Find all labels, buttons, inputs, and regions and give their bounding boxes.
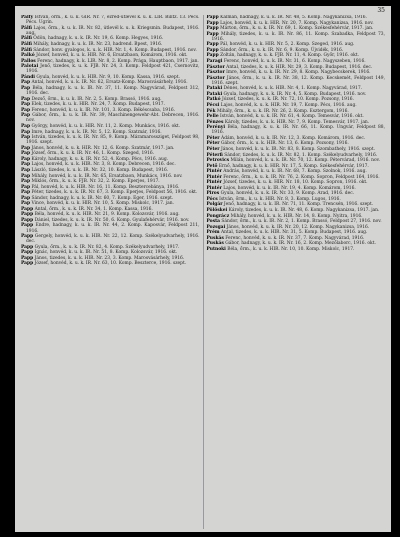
entry-headword: Pataki <box>206 86 223 92</box>
entry-text: Gyula, őrm., k. u. k. IR. Nr. 82, 4. Komp. Székelyudvarhely, 1917. <box>34 244 180 250</box>
entry-headword: Péter <box>206 146 220 152</box>
entry-headword: Pap <box>21 96 31 102</box>
entry-text: Pál, honvéd, k. u. k. HIR. Nr. 16, 11. Komp. Besztercebánya, 1916. <box>31 184 180 190</box>
entry <box>21 207 200 212</box>
entry-text: Mihály, őrm., k. u. k. IR. Nr. 26, 2. Komp. Esztergom, 1916. <box>216 108 349 114</box>
entry-headword: Papp <box>21 234 34 240</box>
entry-text: Antal, őrm., k. u. k. IR. Nr. 34, 1. Komp. Kassa, 1916. <box>34 206 153 212</box>
entry-text: Ernő, hadnagy, k. u. k. HIR. Nr. 17, 5. Komp. Székesfehérvár, 1917. <box>218 163 369 169</box>
entry <box>207 32 386 42</box>
entry-headword: Palkó <box>21 53 35 59</box>
entry-headword: Pénzes <box>206 119 224 125</box>
entry-text: János, honvéd, k. u. k. HIR. Nr. 12, 6. Komp. Szatmár, 1917. jan. <box>31 145 175 151</box>
entry <box>207 125 386 135</box>
entry-text: Gábor, hadnagy, k. u. k. IR. Nr. 16, 2. Komp. Mezőlaborc, 1916. okt. <box>225 241 376 247</box>
entry <box>21 179 200 184</box>
entry-text: Pál, honvéd, k. u. k. HIR. Nr. 5, 2. Komp. Szeged, 1916. aug. <box>220 42 355 48</box>
entry-headword: Pap <box>21 80 31 86</box>
entry <box>207 59 386 64</box>
entry-headword: Puskás <box>206 235 224 241</box>
entry-headword: Papp <box>206 26 219 32</box>
entry-text: Ferenc, honvéd, k. u. k. IR. Nr. 101, 3. Komp. Békéscsaba, 1916. <box>31 107 176 113</box>
entry-headword: Pelle <box>206 114 219 120</box>
entry-headword: Papp <box>206 42 219 48</box>
entry <box>21 196 200 201</box>
entry <box>207 180 386 185</box>
entry <box>21 250 200 255</box>
entry <box>21 86 200 96</box>
entry-headword: Pataki <box>206 91 223 97</box>
entry-text: Antal, tizedes, k. u. k. HIR. Nr. 29, 3. Komp. Budapest, 1916. dec. <box>226 64 373 70</box>
entry-text: Sándor, őrm., k. u. k. IR. Nr. 6, 9. Komp. Újvidék, 1916. <box>220 47 344 53</box>
entry <box>21 168 200 173</box>
entry-text: György, honvéd, k. u. k. HIR. Nr. 11, 2. Komp. Munkács, 1916. okt. <box>31 123 181 129</box>
entry-text: István, őrm., k. u. k. HIR. Nr. 8, 3. Komp. Lugos, 1916. <box>219 196 341 202</box>
entry <box>207 241 386 246</box>
entry-text: Elek, tizedes, k. u. k. HIR. Nr. 24, 7. Komp. Budapest, 1917. <box>31 102 165 108</box>
entry-text: István, őrm., k. u. k. GIR. Nr. 7, ezred-útlevél k. u. k. LIR. Bilitz. 13. Pécs. Pécs. Ugrin. <box>26 15 200 26</box>
entry-headword: Paragi <box>206 58 223 64</box>
entry <box>21 190 200 195</box>
entry-headword: Pap <box>21 113 31 119</box>
entry-text: Sándor, tizedes, k. u. k. IR. Nr. 82, 1. Komp. Székelyudvarhely, 1916. <box>224 152 378 158</box>
entry-text: Gergely, honvéd, k. u. k. HIR. Nr. 22, 12. Komp. Székelyudvarhely, 1916. dec. <box>26 234 200 245</box>
entry-text: Mihály, honvéd, k. u. k. IR. Nr. 65, Ersatzbaon, Munkács, 1916. nov. <box>31 173 183 179</box>
entry-text: Ignác, honvéd, k. u. k. IR. Nr. 51, 8. Komp. Kolozsvár, 1916. okt. <box>34 250 178 256</box>
entry-text: Péter, tizedes, k. u. k. IR. Nr. 67, 3. Komp. Eperjes, Feldpost 56, 1916. okt. <box>31 190 198 196</box>
entry <box>207 169 386 174</box>
entry-headword: Péter <box>206 141 220 147</box>
entry-headword: Pap <box>21 195 31 201</box>
entry-headword: Pap <box>21 179 31 185</box>
entry <box>207 76 386 86</box>
entry <box>207 219 386 224</box>
entry-text: József, tizedes, k. u. k. IR. Nr. 72, 10. Komp. Pozsony, 1916. <box>221 97 354 103</box>
entry-text: András, honvéd, k. u. k. IR. Nr. 68, 7. Komp. Szolnok, 1916. aug. <box>223 169 367 175</box>
entry-headword: Papp <box>21 261 34 267</box>
entry-headword: Péterfi <box>206 152 223 158</box>
entry-headword: Piros <box>206 191 220 197</box>
entry <box>207 15 386 20</box>
entry <box>21 162 200 167</box>
entry <box>207 202 386 207</box>
entry <box>21 42 200 47</box>
entry <box>21 157 200 162</box>
entry-text: Gyula, honvéd, k. u. k. IR. Nr. 33, 9. Komp. Arad, 1916. dec. <box>220 191 355 197</box>
entry-text: János, honvéd, k. u. k. IR. Nr. 20, 12. Komp. Nagykanizsa, 1916. <box>226 224 370 230</box>
entry-text: Lajos, őrm., k. u. k. IR. Nr. 82, útlevél k. u. k. Kriegsmin. Budapest, 1916. aug. <box>26 25 200 36</box>
entry-headword: Pócs <box>206 196 218 202</box>
page-number: 35 <box>377 7 385 14</box>
entry <box>207 153 386 158</box>
entry-headword: Palotai <box>21 64 39 70</box>
entry-headword: Pálfi <box>21 25 32 31</box>
entry-text: Milán, honvéd, k. u. k. IR. Nr. 70, 12. Komp. Pétervárad, 1916. nov. <box>230 158 381 164</box>
entry-headword: Pécsi <box>206 102 220 108</box>
entry-text: Béla, hadnagy, k. u. k. IR. Nr. 66, 11. Komp. Ungvár, Feldpost 88, 1916. <box>211 125 385 136</box>
entry-text: Mihály, honvéd, k. u. k. HIR. Nr. 14, 8. Komp. Nyitra, 1916. <box>230 213 363 219</box>
entry-text: Márton, őrm., k. u. k. IR. Nr. 69, 1. Komp. Székesfehérvár, 1917. jan. <box>220 26 374 32</box>
entry-text: Zoltán, hadnagy, k. u. k. FJB. Nr. 11, 4. Komp. Győr, 1916. okt. <box>220 53 359 59</box>
entry <box>207 103 386 108</box>
entry <box>21 201 200 206</box>
entry <box>207 65 386 70</box>
entry-headword: Pap <box>21 167 31 173</box>
entry-text: József, honvéd, k. u. k. IR. Nr. 63, 10. Komp. Beszterce, 1916. szept. <box>34 261 187 267</box>
entry-text: László, tizedes, k. u. k. IR. Nr. 32, 10. Komp. Budapest, 1916. <box>31 167 169 173</box>
entry <box>207 236 386 241</box>
entry-text: Gyula, honvéd, k. u. k. HIR. Nr. 9, 10. Komp. Kassa, 1916. szept. <box>36 74 180 80</box>
entry-text: István, tizedes, k. u. k. IR. Nr. 85, 9. Komp. Máramarossziget, Feldpost 98, 1916. szept. <box>26 135 200 146</box>
entry-text: Antal, tizedes, k. u. k. HIR. Nr. 31, 5. Komp. Budapest, 1916. aug. <box>220 230 368 236</box>
entry <box>21 59 200 64</box>
entry <box>21 146 200 151</box>
entry-headword: Papp <box>21 217 34 223</box>
entry-headword: Papp <box>21 255 34 261</box>
entry-headword: Papp <box>206 53 219 59</box>
entry-headword: Pintér <box>206 169 222 175</box>
entry-headword: Pap <box>21 85 31 91</box>
entry-headword: Patkó <box>206 97 221 103</box>
entry <box>207 120 386 125</box>
entry-headword: Pető <box>206 163 218 169</box>
entry <box>207 164 386 169</box>
entry <box>21 97 200 102</box>
entry-text: Sándor, őrm., k. u. k. IR. Nr. 2, 1. Komp. Brassó, Feldpost 27, 1916. nov. <box>221 219 382 225</box>
entry-text: Ferenc, hadnagy, k. k. LIR. Nr. 8, 2. Komp. Prága, Hauptbaon, 1917. jan. <box>37 58 199 64</box>
entry-text: Dániel, tizedes, k. u. k. IR. Nr. 50, 6. Komp. Gyulafehérvár, 1916. nov. <box>34 217 190 223</box>
entry <box>207 225 386 230</box>
entry <box>21 113 200 123</box>
entry-headword: Pap <box>21 135 31 141</box>
entry-headword: Pozsgai <box>206 224 226 230</box>
entry-text: Miklós, őrm., k. u. k. FJB. Nr. 32, 2. Komp. Eperjes, 1917. <box>31 179 160 185</box>
entry <box>21 48 200 53</box>
entry-text: Gábor, őrm., k. u. k. IR. Nr. 39, Maschinengewehr-Abt. Debrecen, 1916. nov. <box>26 113 200 124</box>
entry-headword: Pap <box>21 162 31 168</box>
column-left <box>18 15 203 529</box>
entry-headword: Pallos <box>21 58 36 64</box>
entry-headword: Pap <box>21 173 31 179</box>
entry-text: Béla, hadnagy, k. u. k. IR. Nr. 37, 11. Komp. Nagyvárad, Feldpost 312, 1916. dec. <box>26 85 200 97</box>
entry-headword: Pásztor <box>206 75 225 81</box>
entry-text: Jenő, hadnagy, k. u. k. IR. Nr. 71, 11. Komp. Trencsén, 1916. szept. <box>223 202 374 208</box>
column-right <box>203 15 389 529</box>
entry-headword: Perényi <box>206 125 225 131</box>
entry <box>21 64 200 74</box>
entry <box>207 48 386 53</box>
entry-text: Antal, honvéd, k. u. k. IR. Nr. 62, Ersatz-Komp. Marosvásárhely, 1916. <box>31 80 188 86</box>
entry-headword: Pásztor <box>206 64 225 70</box>
entry-text: József, honvéd, k. u. k. HIR. Nr. 6, Ersatzbaon, Komárom, 1916. okt. <box>36 53 188 59</box>
entry-headword: Pásztor <box>206 70 225 76</box>
entry-headword: Pándi <box>21 74 35 80</box>
entry <box>207 26 386 31</box>
entry <box>21 26 200 36</box>
entry-headword: Papp <box>21 250 34 256</box>
entry-text: Mihály, tizedes, k. u. k. IR. Nr. 86, 11. Komp. Szabadka, Feldpost 73, 1916. <box>211 31 385 42</box>
entry-headword: Pap <box>21 107 31 113</box>
entry <box>207 147 386 152</box>
entry-text: Sándor, honv. gyalogos, k. u. k. HIR. Nr. 1, 4. Komp. Budapest, 1916. nov. <box>33 47 197 53</box>
entry-headword: Pálfi <box>21 41 32 47</box>
entry-text: Károly, tizedes, k. u. k. IR. Nr. 48, 6. Komp. Nagykanizsa, 1917. jan. <box>228 207 380 213</box>
entry-headword: Pálfi <box>21 47 32 53</box>
entry <box>21 212 200 217</box>
entry-headword: Prém <box>206 230 220 236</box>
entry <box>207 230 386 235</box>
entry-text: Endre, hadnagy, k. u. k. IR. Nr. 44, 2. Komp. Kaposvár, Feldpost 211, 1916. <box>26 223 200 234</box>
entry <box>21 185 200 190</box>
entry-headword: Pap <box>21 129 31 135</box>
entry <box>207 175 386 180</box>
entry-text: Ferenc, honvéd, k. u. k. IR. Nr. 31, 6. Komp. Nagyszeben, 1916. <box>223 58 366 64</box>
entry-headword: Papp <box>21 212 34 218</box>
entry-text: Mihály, hadnagy, k. u. k. IR. Nr. 23, hadrend. Bpest, 1916. <box>33 41 163 47</box>
entry-headword: Posta <box>206 219 220 225</box>
entry-headword: Pap <box>21 156 31 162</box>
entry-headword: Papp <box>21 244 34 250</box>
entry-text: Dezső, őrm., k. u. k. IR. Nr. 2, 5. Komp. Brassó, 1916. aug. <box>31 96 162 102</box>
entry-text: Ádám, honvéd, k. u. k. IR. Nr. 12, 3. Komp. Komárom, 1916. dec. <box>221 135 366 141</box>
entry-headword: Péter <box>206 135 220 141</box>
entry <box>207 214 386 219</box>
entry-text: János, tizedes, k. u. k. HIR. Nr. 23, 3. Komp. Marosvásárhely, 1916. <box>34 255 185 261</box>
entry-text: Béla, honvéd, k. u. k. HIR. Nr. 21, 9. Komp. Kolozsvár, 1916. aug. <box>34 212 180 218</box>
entry <box>21 218 200 223</box>
entry-headword: Papp <box>206 47 219 53</box>
entry-text: Dénes, honvéd, k. u. k. HIR. Nr. 4, 1. Komp. Nagyvárad, 1917. <box>223 86 363 92</box>
entry-headword: Pap <box>21 184 31 190</box>
entry <box>207 114 386 119</box>
entry-headword: Papp <box>21 223 34 229</box>
entry <box>21 53 200 58</box>
entry-text: Béla, őrm., k. u. k. HIR. Nr. 10, 10. Komp. Miskolc, 1917. <box>227 246 355 252</box>
entry <box>207 186 386 191</box>
entry-text: Sándor, hadnagy, k. u. k. IR. Nr. 60, 7. Komp. Eger, 1916. szept. <box>31 195 174 201</box>
entry <box>207 42 386 47</box>
entry <box>207 208 386 213</box>
entry <box>21 80 200 85</box>
entry-text: Lajos, honvéd, k. u. k. HIR. Nr. 20, 7. Komp. Nagykanizsa, 1916. nov. <box>220 20 374 26</box>
entry-text: János, őrm., k. u. k. IR. Nr. 38, 12. Komp. Kecskemét, Feldpost 149, 1916. szept. <box>211 75 385 86</box>
entry <box>21 234 200 244</box>
entry-headword: Papp <box>21 206 34 212</box>
entry <box>21 151 200 156</box>
entry-headword: Petrovics <box>206 158 230 164</box>
entry <box>207 197 386 202</box>
entry-headword: Pongrácz <box>206 213 230 219</box>
entry-text: Károly, tizedes, k. u. k. HIR. Nr. 7, 9. Komp. Temesvár, 1917. jan. <box>224 119 370 125</box>
entry <box>21 124 200 129</box>
entry-headword: Pintér <box>206 174 222 180</box>
document-sheet <box>15 6 391 532</box>
entry-headword: Pap <box>21 145 31 151</box>
entry-headword: Pálfi <box>21 36 32 42</box>
entry-text: Imre, honvéd, k. u. k. IR. Nr. 29, 8. Komp. Nagybecskerek, 1916. <box>226 70 371 76</box>
entry-headword: Pintér <box>206 180 222 186</box>
entry-headword: Pálfy <box>21 15 34 20</box>
entry <box>21 135 200 145</box>
entry <box>207 97 386 102</box>
entry-headword: Polgár <box>206 202 223 208</box>
entry <box>21 261 200 266</box>
entry <box>21 36 200 41</box>
entry <box>207 53 386 58</box>
entry <box>21 102 200 107</box>
entry-text: István, honvéd, k. u. k. IR. Nr. 61, 4. Komp. Temesvár, 1916. okt. <box>220 114 364 120</box>
entry-text: József, tizedes, k. u. k. HIR. Nr. 18, 10. Komp. Sopron, 1916. okt. <box>223 180 368 186</box>
entry-text: Lajos, honvéd, k. u. k. IR. Nr. 19, 4. Komp. Komárom, 1916. <box>223 185 356 191</box>
entry <box>21 223 200 233</box>
entry <box>21 130 200 135</box>
entry <box>21 174 200 179</box>
entry-text: Lajos, honvéd, k. u. k. HIR. Nr. 3, 8. Komp. Debrecen, 1916. dec. <box>31 162 176 168</box>
entry-text: Vince, honvéd, k. u. k. HIR. Nr. 10, 5. Komp. Miskolc, 1917. jan. <box>31 201 174 207</box>
entry-headword: Puskás <box>206 241 224 247</box>
entry-headword: Pék <box>206 108 216 114</box>
entry-text: Ödön, hadnagy, k. u. k. IR. Nr. 19, 6. Komp. Hegyes, 1916. <box>33 36 164 42</box>
entry-headword: Pap <box>21 151 31 157</box>
entry <box>207 141 386 146</box>
entry-text: Imre, hadnagy, k. u. k. IR. Nr. 5, 12. Komp. Szatmár, 1916. <box>31 129 162 135</box>
entry-text: Gábor, őrm., k. u. k. HIR. Nr. 13, 6. Komp. Pozsony, 1916. <box>221 141 349 147</box>
entry <box>207 86 386 91</box>
entry <box>21 256 200 261</box>
entry <box>21 15 200 25</box>
entry-text: Károly, hadnagy, k. u. k. IR. Nr. 52, 4. Komp. Pécs, 1916. aug. <box>31 156 169 162</box>
entry-headword: Papp <box>206 15 219 20</box>
entry-headword: Pap <box>21 123 31 129</box>
entry <box>207 109 386 114</box>
entry-headword: Pölöskei <box>206 207 228 213</box>
entry <box>207 247 386 252</box>
entry <box>21 108 200 113</box>
entry-headword: Papp <box>206 20 219 26</box>
entry <box>207 21 386 26</box>
entry-text: János, honvéd, k. u. k. IR. Nr. 83, 8. Komp. Szombathely, 1916. szept. <box>221 146 375 152</box>
entry-text: Kálmán, hadnagy, k. u. k. IR. Nr. 48, 5. Komp. Nagykanizsa, 1916. <box>220 15 367 20</box>
entry <box>207 70 386 75</box>
entry-headword: Pap <box>21 201 31 207</box>
entry-text: Lajos, honvéd, k. u. k. HIR. Nr. 19, 7. Komp. Pécs, 1916. aug. <box>220 102 357 108</box>
entry-text: Ferenc, őrm., k. u. k. IR. Nr. 76, 2. Komp. Sopron, Feldpost 164, 1916. <box>223 174 380 180</box>
entry-text: Ferenc, honvéd, k. u. k. IR. Nr. 37, 7. Komp. Nagyvárad, 1916. <box>225 235 365 241</box>
entry-text: Gyula, hadnagy, k. u. k. IR. Nr. 4, 5. Komp. Budapest, 1916. nov. <box>223 91 367 97</box>
entry <box>207 191 386 196</box>
entry <box>207 92 386 97</box>
entry <box>207 158 386 163</box>
entry-text: József, őrm., k. u. k. IR. Nr. 46, 1. Komp. Szeged, 1916. <box>31 151 155 157</box>
entry-headword: Putnoki <box>206 246 226 252</box>
entry-headword: Pap <box>21 190 31 196</box>
entry-headword: Papp <box>206 31 219 37</box>
entry <box>21 75 200 80</box>
columns <box>18 15 388 529</box>
entry-headword: Pintér <box>206 185 222 191</box>
entry-text: Jenő, tizedes, k. u. k. FJB. Nr. 24, 3. Komp. Feldpost 421, Csernovitz, 1916. <box>26 64 200 75</box>
entry-headword: Pap <box>21 102 31 108</box>
entry <box>21 245 200 250</box>
entry <box>207 136 386 141</box>
